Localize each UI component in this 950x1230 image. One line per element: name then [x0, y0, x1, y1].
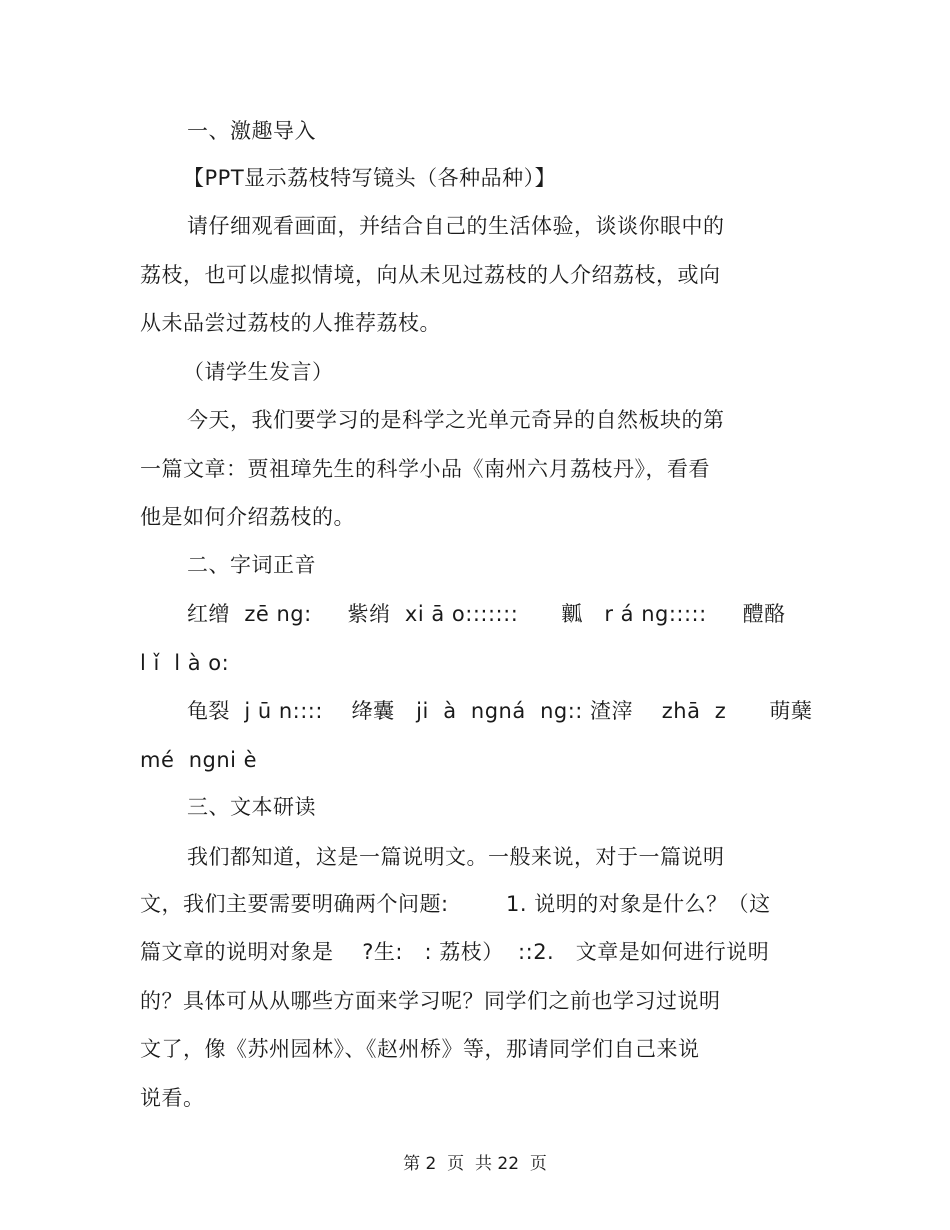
- vocab-line-1: 红缯 zē ng: 紫绡 xi ā o::::::: 瓤 r á ng::::: 醴酪: [187, 602, 786, 626]
- student-note: （请学生发言）: [183, 360, 334, 384]
- vocab-line-3: 龟裂 j ū n:::: 绛囊 ji à ngná ng:: 渣滓 zhā z 萌蘖: [187, 699, 813, 723]
- vocab-line-2: l ǐ l à o:: [140, 651, 230, 675]
- paragraph-3-line-5: 文了，像《苏州园林》、《赵州桥》等，那请同学们自己来说: [140, 1037, 700, 1061]
- paragraph-3-line-2: 文，我们主要需要明确两个问题: 1. 说明的对象是什么？（这: [140, 892, 771, 916]
- paragraph-3-line-6: 说看。: [140, 1086, 205, 1110]
- paragraph-1-line-2: 荔枝，也可以虚拟情境，向从未见过荔枝的人介绍荔枝，或向: [140, 263, 721, 287]
- paragraph-2-line-3: 他是如何介绍荔枝的。: [140, 505, 355, 529]
- paragraph-1-line-1: 请仔细观看画面，并结合自己的生活体验，谈谈你眼中的: [187, 214, 725, 238]
- paragraph-3-line-4: 的？具体可从从哪些方面来学习呢？同学们之前也学习过说明: [140, 989, 721, 1013]
- paragraph-3-line-3: 篇文章的说明对象是 ?生: : 荔枝） ::2. 文章是如何进行说明: [140, 940, 770, 964]
- paragraph-2-line-2: 一篇文章：贾祖璋先生的科学小品《南州六月荔枝丹》，看看: [140, 457, 710, 481]
- section-heading-2: 二、字词正音: [187, 553, 316, 577]
- section-heading-1: 一、激趣导入: [187, 119, 316, 143]
- vocab-line-4: mé ngni è: [140, 748, 258, 772]
- paragraph-3-line-1: 我们都知道，这是一篇说明文。一般来说，对于一篇说明: [187, 845, 725, 869]
- ppt-note: 【PPT显示荔枝特写镜头（各种品种）】: [183, 166, 557, 190]
- paragraph-2-line-1: 今天，我们要学习的是科学之光单元奇异的自然板块的第: [187, 408, 725, 432]
- paragraph-1-line-3: 从未品尝过荔枝的人推荐荔枝。: [140, 311, 441, 335]
- page-footer: 第 2 页 共 22 页: [403, 1154, 547, 1174]
- section-heading-3: 三、文本研读: [187, 795, 316, 819]
